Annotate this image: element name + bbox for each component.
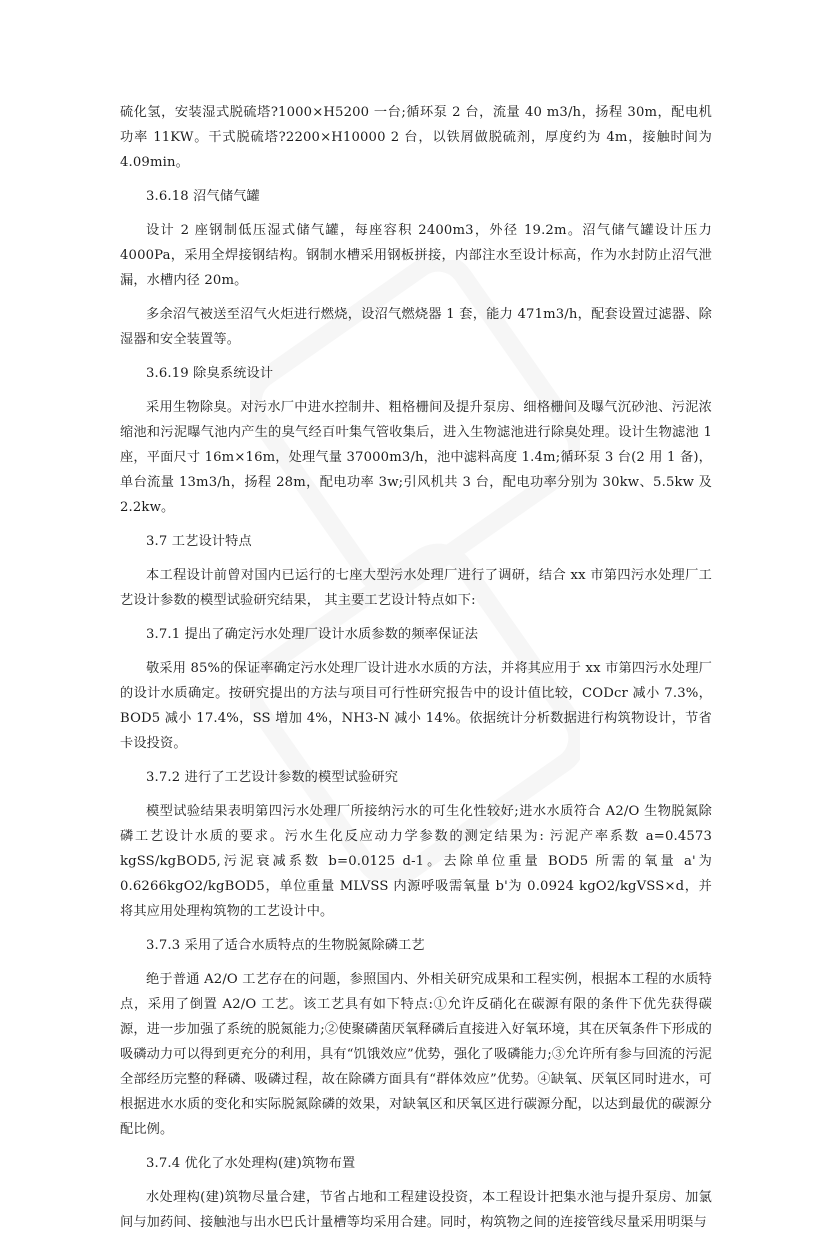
section-heading-3-6-19: 3.6.19 除臭系统设计 <box>146 366 274 381</box>
paragraph: 采用生物除臭。对污水厂中进水控制井、粗格栅间及提升泵房、细格栅间及曝气沉砂池、污泥浓缩池和污泥曝气池内产生的臭气经百叶集气管收集后，进入生物滤池进行除臭处理。设计生物滤池 1 座，平面尺寸 16m×16m，处理气量 37000m3/h，池中滤料高度 1.4m;循环泵 3 台(2 用 1 备)，单台流量 13m3/h，扬程 28m，配电功率 3w;引风机共 3 台，配电功率分别为 30kw、5.5kw 及 2.2kw。 <box>120 400 712 515</box>
document-body <box>120 100 712 1244</box>
section-heading-3-7-3: 3.7.3 采用了适合水质特点的生物脱氮除磷工艺 <box>146 938 425 953</box>
paragraph: 设计 2 座钢制低压湿式储气罐，每座容积 2400m3，外径 19.2m。沼气储气罐设计压力 4000Pa，采用全焊接钢结构。钢制水槽采用钢板拼接，内部注水至设计标高，作为水封防止沼气泄漏，水槽内径 20m。 <box>120 223 712 288</box>
paragraph: 多余沼气被送至沼气火炬进行燃烧，设沼气燃烧器 1 套，能力 471m3/h，配套设置过滤器、除湿器和安全装置等。 <box>120 307 712 347</box>
section-heading-3-7-2: 3.7.2 进行了工艺设计参数的模型试验研究 <box>146 770 399 785</box>
paragraph: 水处理构(建)筑物尽量合建，节省占地和工程建设投资，本工程设计把集水池与提升泵房、加氯间与加药间、接触池与出水巴氏计量槽等均采用合建。同时，构筑物之间的连接管线尽量采用明渠与 <box>120 1190 712 1230</box>
paragraph: 模型试验结果表明第四污水处理厂所接纳污水的可生化性较好;进水水质符合 A2/O 生物脱氮除磷工艺设计水质的要求。污水生化反应动力学参数的测定结果为: 污泥产率系数 a=0.4573 kgSS/kgBOD5,污泥衰减系数 b=0.0125 d-1。去除单位重量 BOD5 所需的氧量 a'为 0.6266kgO2/kgBOD5，单位重量 MLVSS 内源呼吸需氧量 b'为 0.0924 kgO2/kgVSS×d，并将其应用处理构筑物的工艺设计中。 <box>120 804 712 919</box>
section-heading-3-7-1: 3.7.1 提出了确定污水处理厂设计水质参数的频率保证法 <box>146 627 479 642</box>
section-heading-3-6-18: 3.6.18 沼气储气罐 <box>146 189 260 204</box>
paragraph: 绝于普通 A2/O 工艺存在的问题，参照国内、外相关研究成果和工程实例，根据本工程的水质特点，采用了倒置 A2/O 工艺。该工艺具有如下特点:①允许反硝化在碳源有限的条件下优先获得碳源，进一步加强了系统的脱氮能力;②使聚磷菌厌氧释磷后直接进入好氧环境，其在厌氧条件下形成的吸磷动力可以得到更充分的利用，具有“饥饿效应”优势，强化了吸磷能力;③允许所有参与回流的污泥全部经历完整的释磷、吸磷过程，故在除磷方面具有“群体效应”优势。④缺氧、厌氧区同时进水，可根据进水水质的变化和实际脱氮除磷的效果，对缺氧区和厌氧区进行碳源分配，以达到最优的碳源分配比例。 <box>120 972 712 1137</box>
paragraph: 敬采用 85%的保证率确定污水处理厂设计进水水质的方法，并将其应用于 xx 市第四污水处理厂的设计水质确定。按研究提出的方法与项目可行性研究报告中的设计值比较，CODcr 减小 7.3%，BOD5 减小 17.4%，SS 增加 4%，NH3-N 减小 14%。依据统计分析数据进行构筑物设计，节省卡设投资。 <box>120 661 712 751</box>
section-heading-3-7: 3.7 工艺设计特点 <box>146 534 252 549</box>
paragraph-continued: 硫化氢，安装湿式脱硫塔?1000×H5200 一台;循环泵 2 台，流量 40 m3/h，扬程 30m，配电机功率 11KW。干式脱硫塔?2200×H10000 2 台，以铁屑做脱硫剂，厚度约为 4m，接触时间为 4.09min。 <box>120 105 712 170</box>
paragraph: 本工程设计前曾对国内已运行的七座大型污水处理厂进行了调研，结合 xx 市第四污水处理厂工艺设计参数的模型试验研究结果， 其主要工艺设计特点如下: <box>120 568 712 608</box>
section-heading-3-7-4: 3.7.4 优化了水处理构(建)筑物布置 <box>146 1156 356 1171</box>
